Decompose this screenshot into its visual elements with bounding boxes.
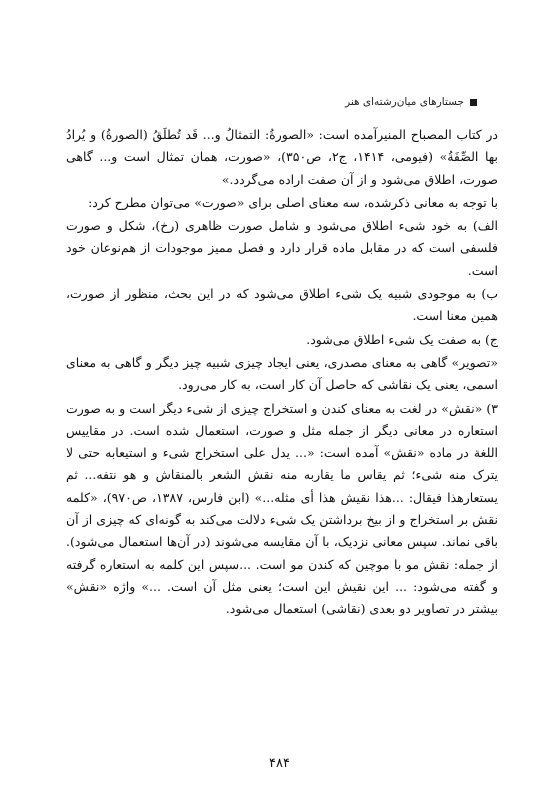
paragraph-tasvir: «تصویر» گاهی به معنای مصدری، یعنی ایجاد چیزی شبیه چیز دیگر و گاهی به معنای اسمی، یعنی یک نقاشی که حاصل آن کار است، به کار می‌رود. [66,354,498,393]
paragraph-naqsh: ۳) «نقش» در لغت به معنای کندن و استخراج چیزی از شیء دیگر است و به صورت استعاره در معانی دیگر از جمله مثل و صورت، استعمال شده است. در مقاییس اللغة در ماده «نقش» آمده است: «... یدل علی استخراج شیء و استیعابه حتی لا یترک منه شیء؛ ثم یقاس ما یقاربه منه نقش الشعر بالمنقاش و هو نتفه... ثم یستعارهذا فیقال: ...هذا نقیش هذا أی مثله...» (ابن فارس، ۱۳۸۷، ص۹۷۰)، «کلمه نقش بر استخراج و از بیخ برداشتن یک شیء دلالت می‌کند به گونه‌ای که چیزی از آن باقی نماند. سپس معانی نزدیک، با آن مقایسه می‌شوند (در آن‌ها استعمال می‌شود). از جمله: نقش مو با موچین که کندن مو است. ...سپس این کلمه به استعاره گرفته و گفته می‌شود: ... این نقیش این است؛ یعنی مثل آن است. ...» واژه «نقش» بیشتر در تصاویر دو بعدی (نقاشی) استعمال می‌شود. [66,400,499,617]
paragraph-three-meanings-intro: با توجه به معانی ذکرشده، سه معنای اصلی برای «صورت» می‌توان مطرح کرد: [88,194,498,210]
paragraph-meaning-jim: ج) به صفت یک شیء اطلاق می‌شود. [306,331,498,347]
header-square-icon [470,99,477,106]
paragraph-misbah-quote: در کتاب المصباح المنیرآمده است: «الصورةُ: التمثالُ و... قَد تُطلَقُ (الصورةُ) و یُرادُ بها الصِّفَةُ» (فیومی، ۱۴۱۴، ج۲، ص۳۵۰)، «صورت، همان تمثال است و... گاهی صورت، اطلاق می‌شود و از آن صفت اراده می‌گردد.» [66,127,499,187]
page-body [66,124,498,622]
running-header-title: جستارهای میان‌رشته‌ای هنر [345,96,464,108]
paragraph-meaning-alef: الف) به خود شیء اطلاق می‌شود و شامل صورت ظاهری (رخ)، شکل و صورت فلسفی است که در مقابل ماده قرار دارد و فصل ممیز موجودات از هم‌نوعان خود است. [66,218,498,278]
paragraph-meaning-be: ب) به موجودی شبیه یک شیء اطلاق می‌شود که در این بحث، منظور از صورت، همین معنا است. [66,286,498,324]
page-number: ۴۸۴ [269,756,290,771]
running-header [345,96,477,108]
